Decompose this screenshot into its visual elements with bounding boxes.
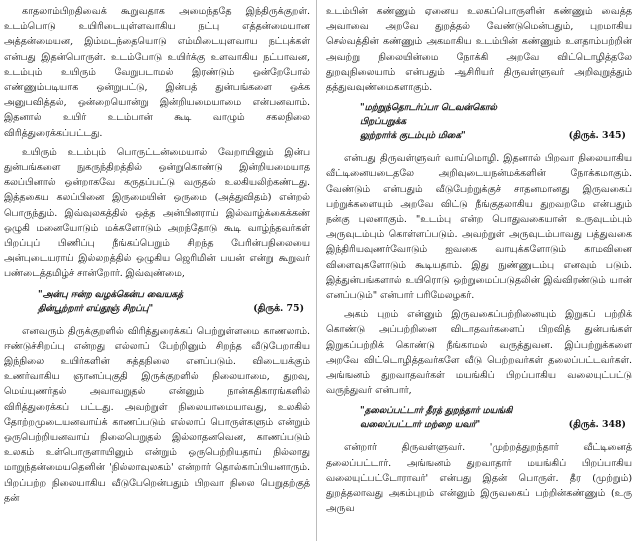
kural-line-2: தின்பூற்றார் எய்தூஞ் சிறப்பு" <box>38 303 154 314</box>
kural-line-1: "தலைப்பட்டார் தீரத் துறந்தார் மயங்கி <box>360 406 513 417</box>
kural-line-2: லுற்றார்க் குடம்பும் மிகை" <box>360 131 466 142</box>
kural-line-2: வலைப்பட்டார் மற்றை யவர்" <box>360 420 481 431</box>
kural-verse <box>360 404 538 432</box>
kural-line-1: "மற்றுந்தொடர்ப்பா டெவன்கொல் பிறப்பறுக்க <box>360 103 497 128</box>
kural-verse <box>360 101 538 143</box>
left-column <box>4 4 310 510</box>
kural-line-1: "அன்பு ஈன்ற வழக்கென்ப வையகத் <box>38 289 183 300</box>
left-paragraph-3: எனவரும் திருக்குறளில் விரித்துரைக்கப் பெற்றுள்ளமை காணலாம். ஈண்டுச்சிறப்பு என்றது எல்லாப் பேற்றினும் சிறந்த வீடுபேறாகிய இந்நிலை உயிர்களின் சுத்தநிலை எனப்படும். விடையக்கும் உணர்வாகிய ஞானப்புகுதி இருக்குறளில் நிலையாமை, துறவு, மெய்யுணர்தல் அவாவறுதல் என்னும் நான்கதிகாரங்களில் விரித்துரைக்கப் பட்டது. அவற்றுள் நிலையாமையாவது, உலகில் தோற்றமுடையனவாய்க் காணப்படும் எல்லாப் பொருள்களும் என்றும் ஒருபெற்றியனவாய் நிலைபெறுதல் இல்லாதனவென, காணப்படும் உலகம் உள்பொருளாயினும் என்றும் ஒருபெற்றியதாய் நில்லாது மாறுந்தன்மையதெனின் 'நில்லாவுலகம்' என்றார் தொல்காப்பியனாரும். பிறப்பற்ற நிலையாகிய வீடுபேறென்பதும் பிறவா நிலை பெறுதற்குத் தன் <box>4 325 310 504</box>
right-paragraph-4: என்றார் திருவள்ளுவர். 'முற்றத்துறந்தார் வீட்டினைத் தலைப்பட்டார். அங்ஙனம் துறவாதார் மயங்கிப் பிறப்பாகிய வலையுட்பட்டோராவர்' என்பது இதன் பொருள். தீர (முற்றும்) துறத்தலாவது அகம்புறம் என்னும் இருவகைப் பற்றின்கண்ணும் (உரு அருவ <box>326 442 632 515</box>
kural-quote-348 <box>326 404 632 432</box>
kural-quote-75 <box>4 288 310 316</box>
left-paragraph-2: உயிரும் உடம்பும் பொருட்டன்மையால் வேறாயினும் இன்ப துன்பங்களை நுகருந்திறத்தில் ஒன்றுகொண்டு இன்றியமையாத கலப்பினால் ஒன்றாகவே கருதப்பட்டு வருதல் உலகியலிற்கண்டது. இத்தகைய கலப்பினை இருமையின் ஒருமை (அத்துவிதம்) என்றல் பொருந்தும். இவ்வுலகத்தில் ஒத்த அன்பினராய் இல்வாழ்க்கைக்கண் ஒழுகி மனையோடும் மக்களோடும் அறந்தோடு கூடி வாழ்ந்தவர்கள் பிறப்புப் பிணிப்பு நீங்கப்பெறும் சிறந்த பேரின்பநிலையை அன்புடையராய் இல்லறத்தில் ஒழுகிய ஜெரிமின் பயன் என்று கூறுவர் பண்டைத்தமிழ்ச் சான்றோர். இவ்வுண்மை, <box>4 146 310 280</box>
right-paragraph-2: என்பது திருவள்ளுவர் வாய்மொழி. இதனால் பிறவா நிலையாகிய வீட்டினையடைதலே அறிவுடையநன்மக்களின் நோக்கமாகும். வேண்டும் என்பதும் வீடுபேற்றுக்குச் சாதனமானது இருவகைப் பற்றுக்களையும் அறவே விட்டு நீங்குதலாகிய துறவறமே என்பதும் நன்கு புலனாகும். "உடம்பு என்ற பொதுவகையான் உருவுடம்பும் அருவுடம்பும் கொள்ளப்படும். அவற்றுள் அருவுடம்பாவது பத்துவகை இந்திரியவுணர்வோடும் ஐவகை வாயுக்களோடும் காமவினை விளைவுகளோடும் கூடியதாம். இது நுண்ணுடம்பு எனவும் படும். இத்துன்பங்களால் உயிரொடு ஒற்றுமைப்படுதலின் இவ்விரண்டும் யான் எனப்படும்" என்பார் பரிமேலழகர். <box>326 153 632 302</box>
kural-verse <box>38 288 216 316</box>
right-column <box>326 4 632 520</box>
kural-reference: (திருக். 348) <box>568 419 626 431</box>
right-paragraph-1: உடம்பின் கண்ணும் ஏனைய உலகப்பொருளின் கண்ணும் வைத்த அவாவை அறவே துறத்தல் வேண்டுமென்பதும், புறமாகிய செல்வத்தின் கண்ணும் அகமாகிய உடம்பின் கண்ணும் உளதாம்பற்றின் அவற்று நிலையின்மை நோக்கி அறவே விட்டொழித்தலே துறவுநிலையாம் என்பதும் ஆசிரியர் திருவள்ளுவர் அறிவுறுத்தும் தத்துவவுண்மைகளாகும். <box>326 6 632 94</box>
left-paragraph-1: காதலாம்பிறதிவைக் கூறுவதாக அமைந்ததே இந்திருக்குறள். உடம்பொடு உயிரிடையுள்ளவாகிய நட்பு எத்தன்மையான அத்தன்மையன, இம்மடந்தையொடு எம்மிடையுளவாய நட்புக்கள் என்பது இதன்பொருள். உடம்போடு உயிர்க்கு உளவாகிய நட்பாவன, உடம்பும் உயிரும் வேறுபடாமல் இரண்டும் ஒன்றேபோல் எண்ணும்படியாக ஒன்றுபட்டு, இன்பத் துன்பங்களை ஒக்க அனுபவித்தல், ஒன்றையொன்று இன்றியமையாமை என்பனவாம். இதனால் உயிர் உடம்பான் கூடி வாழும் சகலநிலை விரித்துரைக்கப்பட்டது. <box>4 6 310 139</box>
column-divider <box>316 0 317 541</box>
kural-reference: (திருக். 75) <box>253 302 304 314</box>
kural-reference: (திருக். 345) <box>568 130 626 142</box>
kural-quote-345 <box>326 101 632 143</box>
right-paragraph-3: அகம் புறம் என்னும் இருவகைப்பற்றினையும் இறுகப் பற்றிக் கொண்டு அப்பற்றினை விடாதவர்களைப் பிறவித் துன்பங்கள் இறுகப்பற்றிக் கொண்டு நீங்காமல் வருத்துவன. இப்பற்றுக்களை அறவே விட்டொழித்தவர்களே வீடு பெற்றவர்கள் தலைப்பட்டவர்கள். அங்ஙனம் துறவாதவர்கள் மயங்கிப் பிறப்பாகிய வலையுட்பட்டு வருந்துவர் என்பார், <box>326 309 632 397</box>
